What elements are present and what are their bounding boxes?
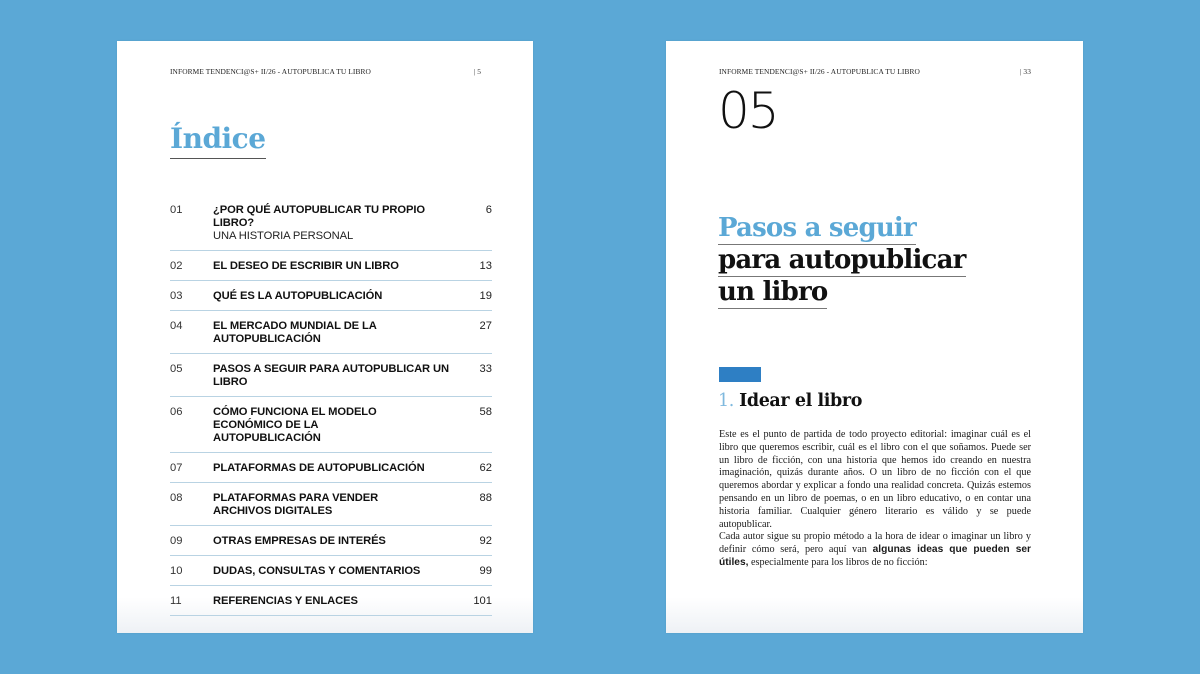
toc-number: 09 [170, 535, 183, 547]
page-number: | 5 [473, 67, 481, 76]
toc-page: 99 [479, 565, 492, 577]
toc-number: 03 [170, 290, 183, 302]
toc-label: OTRAS EMPRESAS DE INTERÉS [213, 535, 386, 547]
toc-row[interactable] [170, 403, 492, 453]
toc-number: 06 [170, 406, 183, 418]
toc-row[interactable] [170, 360, 492, 397]
toc-row[interactable] [170, 459, 492, 483]
toc-number: 11 [170, 595, 182, 607]
toc-row[interactable] [170, 592, 492, 616]
paragraph-bold-text: algunas ideas que pueden ser útiles, [719, 543, 1031, 568]
section-number: 1. [718, 391, 734, 411]
chapter-title-line-3: un libro [718, 277, 828, 307]
toc-page: 92 [479, 535, 492, 547]
toc-number: 01 [170, 204, 183, 216]
index-title: Índice [170, 121, 266, 159]
toc-page: 58 [479, 406, 492, 418]
paragraph-text: Cada autor sigue su propio método a la hora de idear o imaginar un libro y definir cómo será, pero aquí van [719, 531, 1031, 555]
toc-row[interactable] [170, 532, 492, 556]
chapter-title-line-2: para autopublicar [718, 245, 966, 275]
toc-number: 05 [170, 363, 183, 375]
page-right-chapter [666, 41, 1083, 633]
toc-label: REFERENCIAS Y ENLACES [213, 595, 358, 607]
toc-page: 6 [485, 204, 492, 216]
toc-row[interactable] [170, 287, 492, 311]
header-text: INFORME TENDENCI@S+ II/26 - AUTOPUBLICA TU LIBRO [719, 67, 920, 76]
toc-label: PLATAFORMAS PARA VENDER ARCHIVOS DIGITALES [213, 492, 379, 517]
toc-number: 04 [170, 320, 183, 332]
chapter-title [718, 213, 966, 309]
toc-number: 07 [170, 462, 183, 474]
toc-label: CÓMO FUNCIONA EL MODELO ECONÓMICO DE LA AUTOPUBLICACIÓN [213, 406, 377, 444]
toc-row[interactable] [170, 201, 492, 251]
chapter-title-line-1: Pasos a seguir [718, 213, 916, 243]
running-header [170, 67, 481, 76]
toc-number: 10 [170, 565, 183, 577]
toc-row[interactable] [170, 489, 492, 526]
toc-label: EL MERCADO MUNDIAL DE LA AUTOPUBLICACIÓN [213, 320, 377, 345]
toc-number: 02 [170, 260, 183, 272]
toc-number: 08 [170, 492, 183, 504]
page-left-index [117, 41, 533, 633]
toc-label: DUDAS, CONSULTAS Y COMENTARIOS [213, 565, 421, 577]
toc-page: 88 [479, 492, 492, 504]
section-accent-bar [719, 367, 761, 382]
toc-page: 62 [479, 462, 492, 474]
section-heading [718, 391, 862, 411]
toc-page: 19 [479, 290, 492, 302]
table-of-contents [170, 201, 492, 622]
body-paragraph: Este es el punto de partida de todo proyecto editorial: imaginar cuál es el libro que queremos escribir, cuál es el libro con el que soñamos. Puede ser un libro de ficción, con una historia que hemos ido creando en nuestra imaginación, quizás durante años. O un libro de no ficción con el que queremos abordar y explicar a fondo una realidad concreta. Quizás estemos pensando en un libro de poemas, o en un libro educativo, o en contar una historia familiar. Cualquier género literario es válido y se puede autopublicar. [719, 429, 1031, 530]
toc-label: EL DESEO DE ESCRIBIR UN LIBRO [213, 260, 399, 272]
chapter-number: 05 [718, 82, 778, 140]
toc-label-text: ¿POR QUÉ AUTOPUBLICAR TU PROPIO LIBRO? [213, 204, 425, 229]
toc-page: 33 [479, 363, 492, 375]
toc-label: PASOS A SEGUIR PARA AUTOPUBLICAR UN LIBRO [213, 363, 450, 388]
toc-row[interactable] [170, 317, 492, 354]
toc-page: 101 [473, 595, 492, 607]
running-header [719, 67, 1031, 76]
toc-label [213, 204, 462, 243]
body-paragraph [719, 531, 1031, 569]
paragraph-text: especialmente para los libros de no ficción: [748, 556, 928, 568]
toc-subtitle: UNA HISTORIA PERSONAL [213, 230, 354, 242]
toc-row[interactable] [170, 257, 492, 281]
toc-label: PLATAFORMAS DE AUTOPUBLICACIÓN [213, 462, 425, 474]
page-number: | 33 [1019, 67, 1031, 76]
section-title: Idear el libro [739, 391, 862, 411]
toc-page: 27 [479, 320, 492, 332]
toc-label: QUÉ ES LA AUTOPUBLICACIÓN [213, 290, 383, 302]
header-text: INFORME TENDENCI@S+ II/26 - AUTOPUBLICA TU LIBRO [170, 67, 371, 76]
toc-page: 13 [479, 260, 492, 272]
toc-row[interactable] [170, 562, 492, 586]
